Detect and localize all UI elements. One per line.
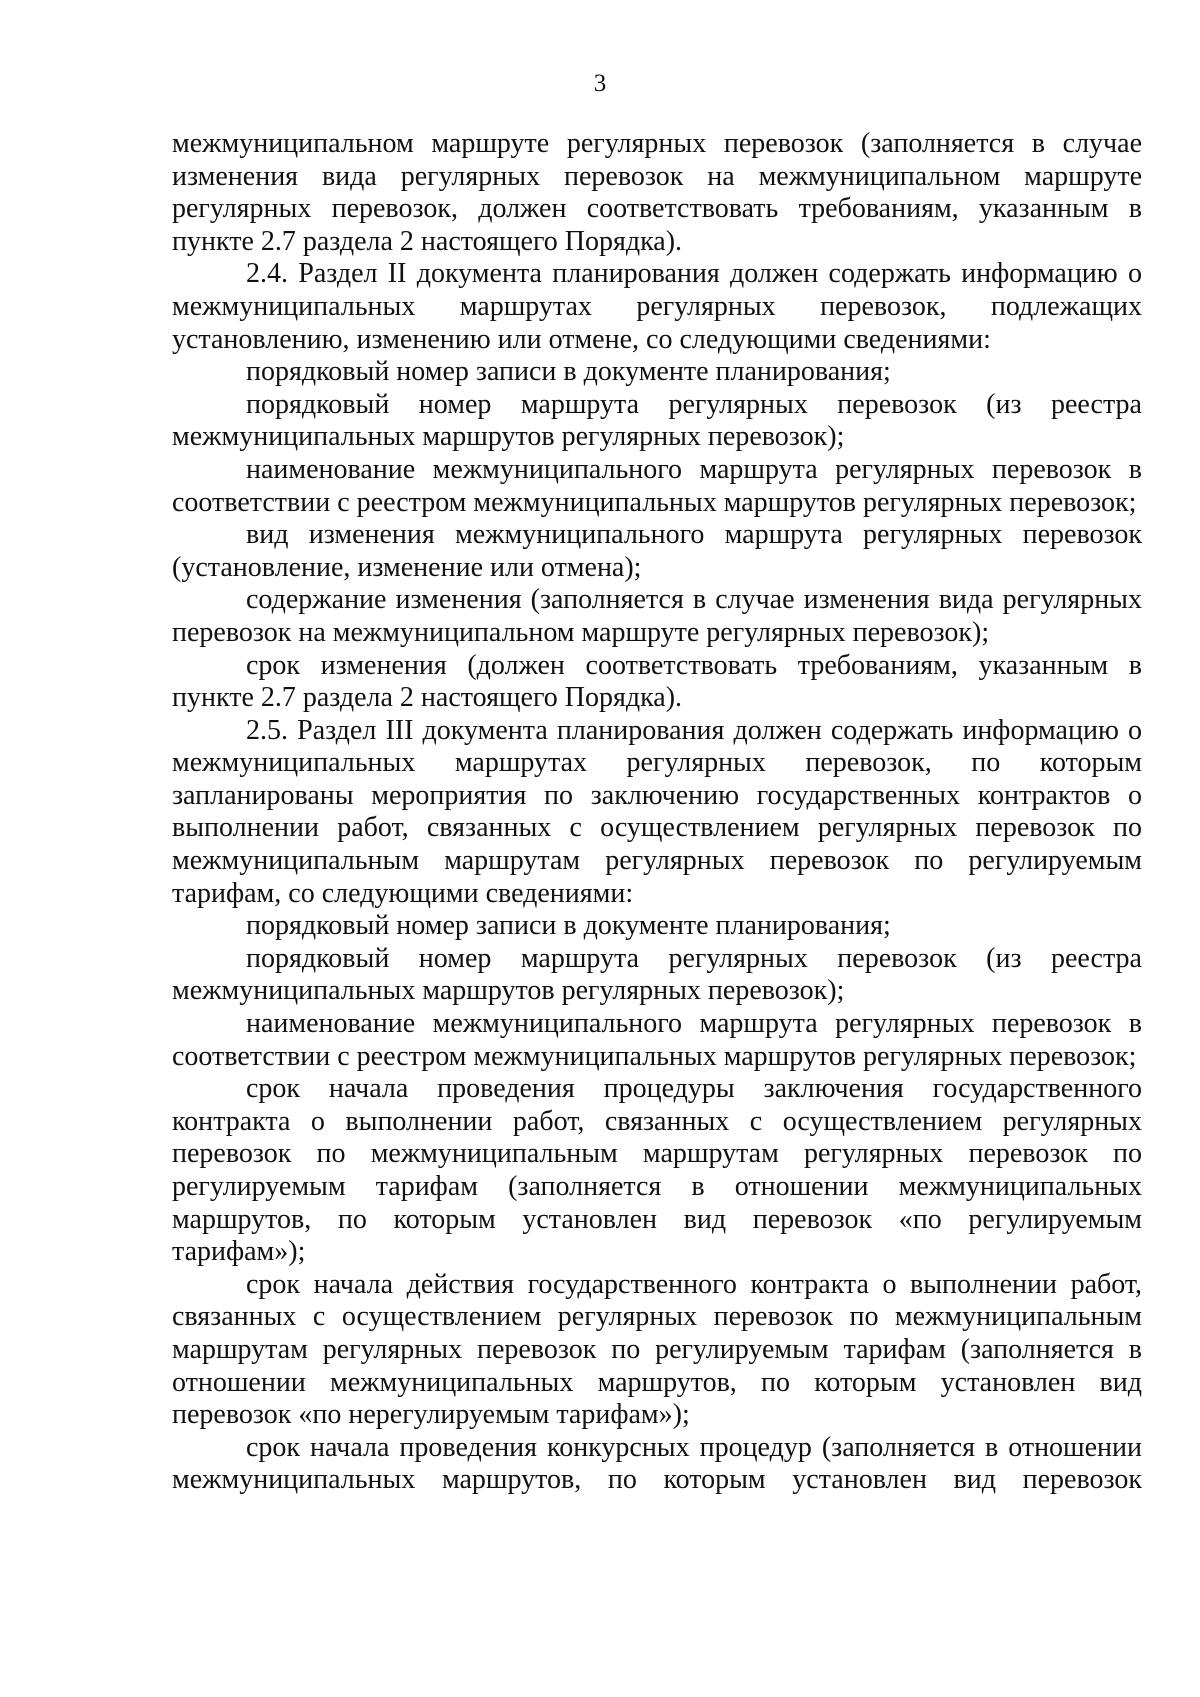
paragraph: порядковый номер маршрута регулярных перевозок (из реестра межмуниципальных маршрутов регулярных перевозок); <box>172 942 1142 1007</box>
paragraph: содержание изменения (заполняется в случае изменения вида регулярных перевозок на межмуниципальном маршруте регулярных перевозок); <box>172 584 1142 648</box>
paragraph: 2.4. Раздел II документа планирования должен содержать информацию о межмуниципальных маршрутах регулярных перевозок, подлежащих установлению, изменению или отмене, со следующими сведениями: <box>172 258 1142 355</box>
paragraph: срок начала проведения процедуры заключения государственного контракта о выполнении работ, связанных с осуществлением регулярных перевозок по межмуниципальным маршрутам регулярных перевозок по регулируемым тарифам (заполняется в отношении межмуниципальных маршрутов, по которым установлен вид перевозок «по регулируемым тарифам»); <box>172 1073 1142 1268</box>
paragraph: наименование межмуниципального маршрута регулярных перевозок в соответствии с реестром межмуниципальных маршрутов регулярных перевозок; <box>172 1008 1142 1072</box>
document-body <box>172 128 1142 1497</box>
paragraph: 2.5. Раздел III документа планирования должен содержать информацию о межмуниципальных маршрутах регулярных перевозок, по которым запланированы мероприятия по заключению государственных контрактов о выполнении работ, связанных с осуществлением регулярных перевозок по межмуниципальным маршрутам регулярных перевозок по регулируемым тарифам, со следующими сведениями: <box>172 714 1142 909</box>
paragraph: порядковый номер маршрута регулярных перевозок (из реестра межмуниципальных маршрутов регулярных перевозок); <box>172 388 1142 453</box>
paragraph: порядковый номер записи в документе планирования; <box>246 910 891 942</box>
paragraph: срок начала действия государственного контракта о выполнении работ, связанных с осуществлением регулярных перевозок по межмуниципальным маршрутам регулярных перевозок по регулируемым тарифам (заполняется в отношении межмуниципальных маршрутов, по которым установлен вид перевозок «по нерегулируемым тарифам»); <box>172 1268 1142 1431</box>
paragraph: межмуниципальном маршруте регулярных перевозок (заполняется в случае изменения вида регулярных перевозок на межмуниципальном маршруте регулярных перевозок, должен соответствовать требованиям, указанным в пункте 2.7 раздела 2 настоящего Порядка). <box>172 128 1142 257</box>
paragraph: вид изменения межмуниципального маршрута регулярных перевозок (установление, изменение или отмена); <box>172 519 1142 583</box>
paragraph: наименование межмуниципального маршрута регулярных перевозок в соответствии с реестром межмуниципальных маршрутов регулярных перевозок; <box>172 453 1142 518</box>
paragraph: срок изменения (должен соответствовать требованиям, указанным в пункте 2.7 раздела 2 настоящего Порядка). <box>172 649 1142 714</box>
page-number: 3 <box>593 70 607 97</box>
paragraph: порядковый номер записи в документе планирования; <box>246 356 891 388</box>
paragraph: срок начала проведения конкурсных процедур (заполняется в отношении межмуниципальных маршрутов, по которым установлен вид перевозок <box>172 1431 1142 1496</box>
